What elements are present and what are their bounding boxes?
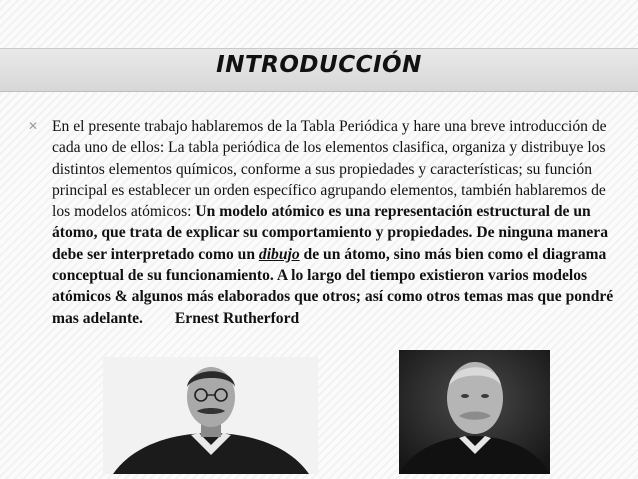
paragraph-emphasis-word: dibujo — [258, 245, 300, 263]
paragraph-intro-text: En el presente trabajo hablaremos de la Tabla Periódica y hare una breve introducción de cada uno de ellos: La tabla periódica de los elementos clasifica, organiza y distribuye los distintos elementos químicos, conforme a sus propiedades y características; su función principal es establecer un orden específico agrupando elementos, también hablaremos de los modelos atómicos: — [52, 118, 607, 221]
intro-paragraph — [52, 116, 622, 329]
portrait-photo-rutherford — [399, 350, 550, 474]
paragraph-definition-text: Un modelo atómico es una representación estructural de un átomo, que trata de explicar su comportamiento y propiedades. De ninguna manera debe ser interpretado como un — [52, 203, 609, 263]
paragraph-closing-text: de un átomo, sino más bien como el diagrama conceptual de su funcionamiento. A lo largo del tiempo existieron varios modelos atómicos & algunos más elaborados que otros; así como otros temas mas que pondré mas adelante. — [52, 245, 614, 327]
x-mark-bullet-icon: ✕ — [28, 119, 39, 133]
slide-title: INTRODUCCIÓN — [216, 52, 422, 78]
caption-rutherford: Ernest Rutherford — [174, 309, 300, 327]
portrait-photo-left — [103, 357, 318, 474]
